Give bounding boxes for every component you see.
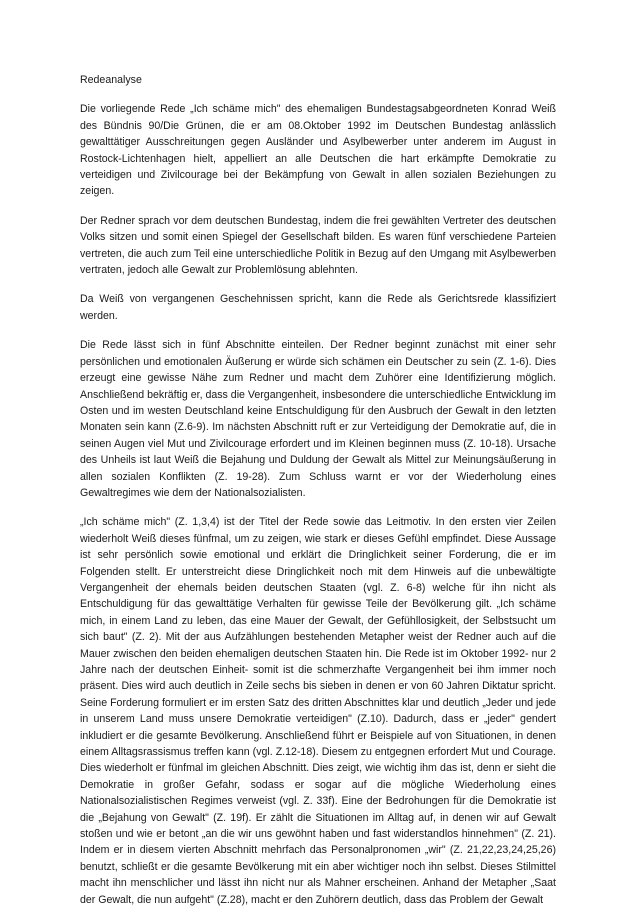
paragraph-structure: Die Rede lässt sich in fünf Abschnitte einteilen. Der Redner beginnt zunächst mit einer sehr persönlichen und emotionalen Äußerung er würde sich schämen ein Deutscher zu sein (Z. 1-6). Dies erzeugt eine gewisse Nähe zum Redner und macht dem Zuhörer eine Identifizierung möglich. Anschließend bekräftig er, dass die Vergangenheit, insbesondere die unterschiedliche Entwicklung im Osten und im westen Deutschland keine Entschuldigung für den Ausbruch der Gewalt in den letzten Monaten sein kann (Z.6-9). Im nächsten Abschnitt ruft er zur Verteidigung der Demokratie auf, die in seinen Augen viel Mut und Zivilcourage erfordert und im Kleinen beginnen muss (Z. 10-18). Ursache des Unheils ist laut Weiß die Bejahung und Duldung der Gewalt als Mittel zur Meinungsäußerung in allen sozialen Konflikten (Z. 19-28). Zum Schluss warnt er vor der Wiederholung eines Gewaltregimes wie dem der Nationalsozialisten. — [80, 339, 556, 499]
document-page — [80, 72, 556, 921]
paragraph-introduction: Die vorliegende Rede „Ich schäme mich" des ehemaligen Bundestagsabgeordneten Konrad Weiß des Bündnis 90/Die Grünen, die er am 08.Oktober 1992 im Deutschen Bundestag anlässlich gewalttätiger Ausschreitungen gegen Ausländer und Asylbewerber unter anderem im August in Rostock-Lichtenhagen hielt, appelliert an alle Deutschen die hart erkämpfte Demokratie zu verteidigen und Zivilcourage bei der Bekämpfung von Gewalt in allen sozialen Beziehungen zu zeigen. — [80, 103, 556, 198]
document-title: Redeanalyse — [80, 74, 142, 86]
paragraph-audience: Der Redner sprach vor dem deutschen Bundestag, indem die frei gewählten Vertreter des deutschen Volks sitzen und somit einen Spiegel der Gesellschaft bilden. Es waren fünf verschiedene Parteien vertreten, die auch zum Teil eine unterschiedliche Politik in Bezug auf den Umgang mit Asylbewerben vertraten, jedoch alle Gewalt zur Problemlösung ablehnten. — [80, 214, 556, 277]
paragraph-analysis: „Ich schäme mich" (Z. 1,3,4) ist der Titel der Rede sowie das Leitmotiv. In den ersten vier Zeilen wiederholt Weiß dieses fünfmal, um zu zeigen, wie stark er dieses Gefühl empfindet. Diese Aussage ist sehr persönlich sowie emotional und erklärt die Dringlichkeit seiner Forderung, die er im Folgenden stellt. Er unterstreicht diese Dringlichkeit noch mit dem Hinweis auf die unbewältigte Vergangenheit der ehemals beiden deutschen Staaten (vgl. Z. 6-8) welche für ihn nicht als Entschuldigung für das gewalttätige Verhalten für gewisse Teile der Bevölkerung gilt. „Ich schäme mich, in einem Land zu leben, das eine Mauer der Gewalt, der Gefühllosigkeit, der Selbstsucht um sich baut" (Z. 2). Mit der aus Aufzählungen bestehenden Metapher weist der Redner auch auf die Mauer zwischen den beiden ehemaligen deutschen Staaten hin. Die Rede ist im Oktober 1992- nur 2 Jahre nach der deutschen Einheit- somit ist die schmerzhafte Vergangenheit bei ihm immer noch präsent. Dies wird auch deutlich in Zeile sechs bis sieben in denen er von 60 Jahren Diktatur spricht. Seine Forderung formuliert er im ersten Satz des dritten Abschnittes klar und deutlich „Jeder und jede in unserem Land muss unsere Demokratie verteidigen" (Z.10). Dadurch, dass er „jeder" gendert inkludiert er die gesamte Bevölkerung. Anschließend führt er Beispiele auf von Situationen, in denen einem Alltagsrassismus treffen kann (vgl. Z.12-18). Diesem zu entgegnen erfordert Mut und Courage. Dies wiederholt er fünfmal im gleichen Abschnitt. Dies zeigt, wie wichtig ihm das ist, denn er sieht die Demokratie in großer Gefahr, sodass er sogar auf die mögliche Wiederholung eines Nationalsozialistischen Regimes verweist (vgl. Z. 33f). Eine der Bedrohungen für die Demokratie ist die „Bejahung von Gewalt" (Z. 19f). Er zählt die Situationen im Alltag auf, in denen wir auf Gewalt stoßen und wie er betont „an die wir uns gewöhnt haben und fast widerstandlos hinnehmen" (Z. 21). Indem er in diesem vierten Abschnitt mehrfach das Personalpronomen „wir" (Z. 21,22,23,24,25,26) benutzt, schließt er die gesamte Bevölkerung mit ein aber wichtiger noch ihn selbst. Dieses Stilmittel macht ihn menschlicher und lässt ihn nicht nur als Mahner erscheinen. Anhand der Metapher „Saat der Gewalt, die nun aufgeht" (Z.28), macht er den Zuhörern deutlich, dass das Problem der Gewalt — [80, 516, 556, 906]
paragraph-speech-type: Da Weiß von vergangenen Geschehnissen spricht, kann die Rede als Gerichtsrede klassifiziert werden. — [80, 293, 556, 322]
